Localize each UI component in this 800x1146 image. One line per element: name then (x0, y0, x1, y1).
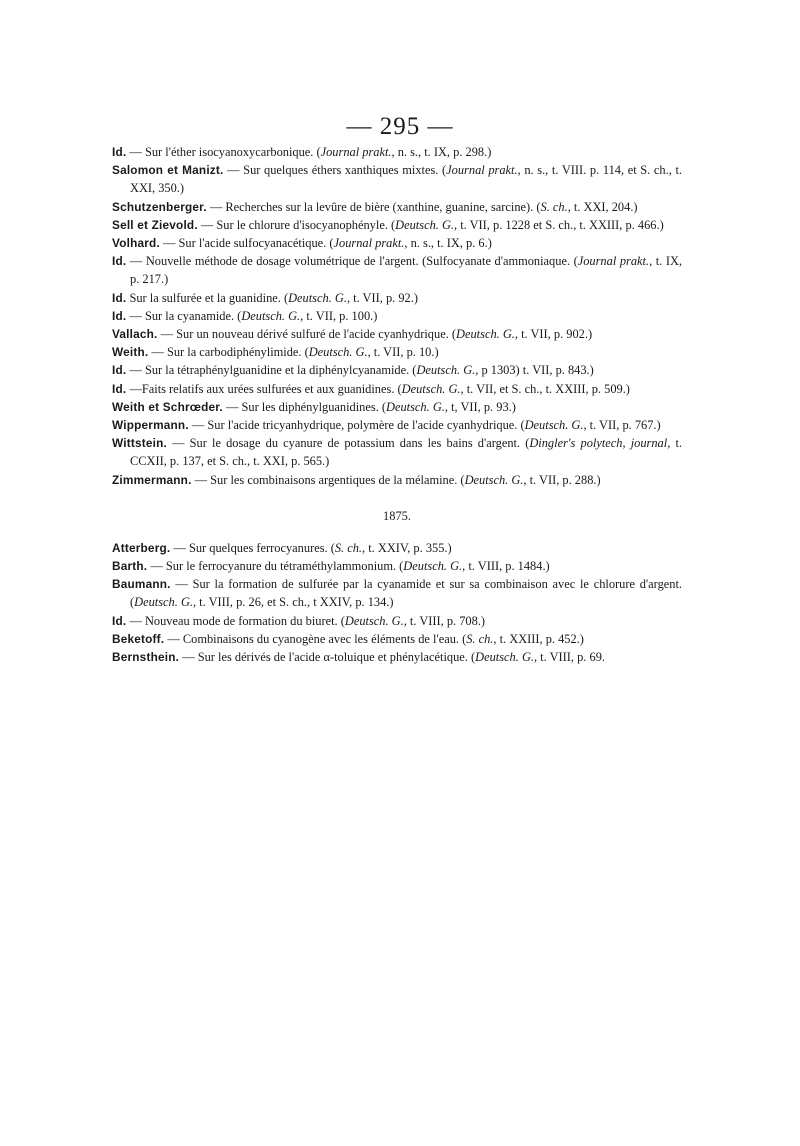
entry-citation: , t. XXIII, p. 452.) (493, 631, 584, 646)
entry-journal: Deutsch. G. (464, 472, 524, 487)
bibliography-entry (112, 630, 682, 648)
bibliography-entry (112, 539, 682, 557)
entry-title: — Sur la carbodiphénylimide. ( (148, 345, 309, 360)
entry-journal: Journal prakt. (446, 163, 518, 178)
entry-author: Id. (112, 308, 127, 323)
entry-citation: , t. VII, p. 767.) (583, 418, 661, 433)
entry-author: Volhard. (112, 236, 160, 251)
entry-journal: Deutsch. G. (401, 381, 461, 396)
entry-author: Schutzenberger. (112, 199, 207, 214)
entry-journal: Dingler's polytech, journal (529, 436, 668, 451)
entry-author: Weith. (112, 345, 149, 360)
entry-title: —Faits relatifs aux urées sulfurées et aux guanidines. ( (126, 381, 402, 396)
entry-title: — Sur le dosage du cyanure de potassium dans les bains d'argent. ( (166, 436, 530, 451)
bibliography-entry (112, 216, 682, 234)
entry-title: — Nouveau mode de formation du biuret. ( (126, 613, 345, 628)
entry-journal: Journal prakt. (320, 145, 392, 159)
entry-journal: Deutsch. G. (308, 345, 368, 360)
entry-author: Sell et Zievold. (112, 217, 198, 232)
bibliography-entry (112, 343, 682, 361)
bibliography-entry (112, 648, 682, 666)
entry-title: — Sur la cyanamide. ( (126, 308, 242, 323)
entry-journal: Deutsch. G. (395, 217, 454, 232)
bibliography-entry (112, 198, 682, 216)
entry-author: Barth. (112, 559, 148, 574)
bibliography-list-1875 (112, 539, 682, 666)
entry-title: — Sur le chlorure d'isocyanophényle. ( (197, 217, 396, 232)
bibliography-entry (112, 307, 682, 325)
entry-author: Vallach. (112, 327, 158, 342)
entry-title: — Sur la tétraphénylguanidine et la diphénylcyanamide. ( (126, 363, 417, 378)
entry-author: Zimmermann. (112, 472, 192, 487)
bibliography-entry (112, 325, 682, 343)
bibliography-entry (112, 380, 682, 398)
entry-author: Id. (112, 145, 127, 159)
entry-citation: , n. s., t. IX, p. 6.) (404, 236, 492, 251)
entry-journal: Deutsch. G. (456, 327, 515, 342)
bibliography-entry (112, 289, 682, 307)
entry-author: Id. (112, 254, 127, 269)
entry-title: — Sur la formation de sulfurée par la cyanamide et sur sa combinaison avec le chlorure d'argent. ( (130, 577, 682, 610)
bibliography-body (112, 143, 682, 666)
entry-journal: Journal prakt. (333, 236, 405, 251)
entry-title: — Combinaisons du cyanogène avec les éléments de l'eau. ( (164, 631, 467, 646)
entry-title: — Sur l'acide sulfocyanacétique. ( (159, 236, 334, 251)
entry-citation: , t. VII, p. 100.) (300, 308, 378, 323)
entry-journal: Deutsch. G. (475, 650, 534, 665)
entry-citation: , t. IX, p. 217.) (130, 254, 682, 287)
entry-title: Sur la sulfurée et la guanidine. ( (126, 290, 289, 305)
entry-author: Bernsthein. (112, 650, 180, 665)
entry-author: Atterberg. (112, 540, 171, 555)
entry-journal: Deutsch. G. (416, 363, 476, 378)
entry-citation: , t. XXI, 204.) (567, 199, 638, 214)
bibliography-entry (112, 434, 682, 470)
entry-citation: , n. s., t. VIII. p. 114, et S. ch., t. XXI, 350.) (130, 163, 682, 196)
entry-journal: Deutsch. G. (288, 290, 347, 305)
bibliography-entry (112, 471, 682, 489)
entry-citation: , t. VII, p. 288.) (523, 472, 601, 487)
entry-author: Weith et Schrœder. (112, 399, 223, 414)
entry-title: — Sur l'acide tricyanhydrique, polymère de l'acide cyanhydrique. ( (188, 418, 525, 433)
bibliography-entry (112, 612, 682, 630)
entry-author: Id. (112, 613, 127, 628)
entry-title: — Sur les combinaisons argentiques de la mélamine. ( (191, 472, 465, 487)
entry-author: Id. (112, 290, 127, 305)
entry-journal: Deutsch. G. (403, 559, 463, 574)
entry-journal: Journal prakt. (577, 254, 650, 269)
entry-title: — Sur quelques éthers xanthiques mixtes. ( (223, 163, 447, 178)
entry-journal: Deutsch. G. (134, 595, 193, 610)
entry-citation: , t. XXIV, p. 355.) (362, 540, 452, 555)
entry-author: Beketoff. (112, 631, 165, 646)
entry-citation: , n. s., t. IX, p. 298.) (391, 145, 492, 159)
entry-citation: , t. VII, et S. ch., t. XXIII, p. 509.) (460, 381, 630, 396)
bibliography-entry (112, 361, 682, 379)
bibliography-entry (112, 252, 682, 288)
bibliography-entry (112, 557, 682, 575)
entry-journal: S. ch. (540, 199, 568, 214)
entry-citation: , t. VIII, p. 69. (533, 650, 605, 665)
entry-journal: Deutsch. G. (241, 308, 301, 323)
entry-title: — Sur l'éther isocyanoxycarbonique. ( (126, 145, 321, 159)
entry-citation: , t. VIII, p. 26, et S. ch., t XXIV, p. 134.) (192, 595, 394, 610)
entry-author: Id. (112, 363, 127, 378)
entry-citation: , t. CCXII, p. 137, et S. ch., t. XXI, p. 565.) (130, 436, 682, 469)
entry-author: Baumann. (112, 577, 171, 592)
entry-title: — Sur les dérivés de l'acide α-toluique et phénylacétique. ( (179, 650, 476, 665)
bibliography-entry (112, 161, 682, 197)
entry-author: Salomon et Manizt. (112, 163, 224, 178)
entry-title: — Sur un nouveau dérivé sulfuré de l'acide cyanhydrique. ( (157, 327, 457, 342)
entry-title: — Recherches sur la levûre de bière (xanthine, guanine, sarcine). ( (206, 199, 541, 214)
entry-journal: Deutsch. G. (344, 613, 404, 628)
year-heading: 1875. (383, 508, 411, 523)
entry-citation: , p 1303) t. VII, p. 843.) (475, 363, 594, 378)
entry-citation: , t. VII, p. 1228 et S. ch., t. XXIII, p. 466.) (454, 217, 664, 232)
entry-citation: , t. VII, p. 92.) (346, 290, 418, 305)
entry-title: — Nouvelle méthode de dosage volumétrique de l'argent. (Sulfocyanate d'ammoniaque. ( (126, 254, 578, 269)
entry-citation: , t, VII, p. 93.) (444, 399, 516, 414)
entry-title: — Sur les diphénylguanidines. ( (222, 399, 387, 414)
page-number: — 295 — (346, 113, 454, 140)
entry-author: Wippermann. (112, 418, 189, 433)
entry-citation: , t. VIII, p. 708.) (403, 613, 486, 628)
entry-journal: S. ch. (466, 631, 494, 646)
entry-title: — Sur quelques ferrocyanures. ( (170, 540, 335, 555)
bibliography-entry (112, 398, 682, 416)
bibliography-list-1874 (112, 143, 682, 489)
entry-author: Id. (112, 381, 127, 396)
entry-citation: , t. VII, p. 902.) (514, 327, 593, 342)
entry-citation: , t. VII, p. 10.) (367, 345, 439, 360)
bibliography-entry (112, 143, 682, 161)
bibliography-entry (112, 234, 682, 252)
entry-author: Wittstein. (112, 436, 167, 451)
entry-journal: Deutsch. G. (386, 399, 445, 414)
entry-citation: , t. VIII, p. 1484.) (462, 559, 550, 574)
entry-journal: Deutsch. G. (524, 418, 584, 433)
bibliography-entry (112, 575, 682, 611)
bibliography-entry (112, 416, 682, 434)
entry-title: — Sur le ferrocyanure du tétraméthylammonium. ( (147, 559, 404, 574)
entry-journal: S. ch. (334, 540, 363, 555)
